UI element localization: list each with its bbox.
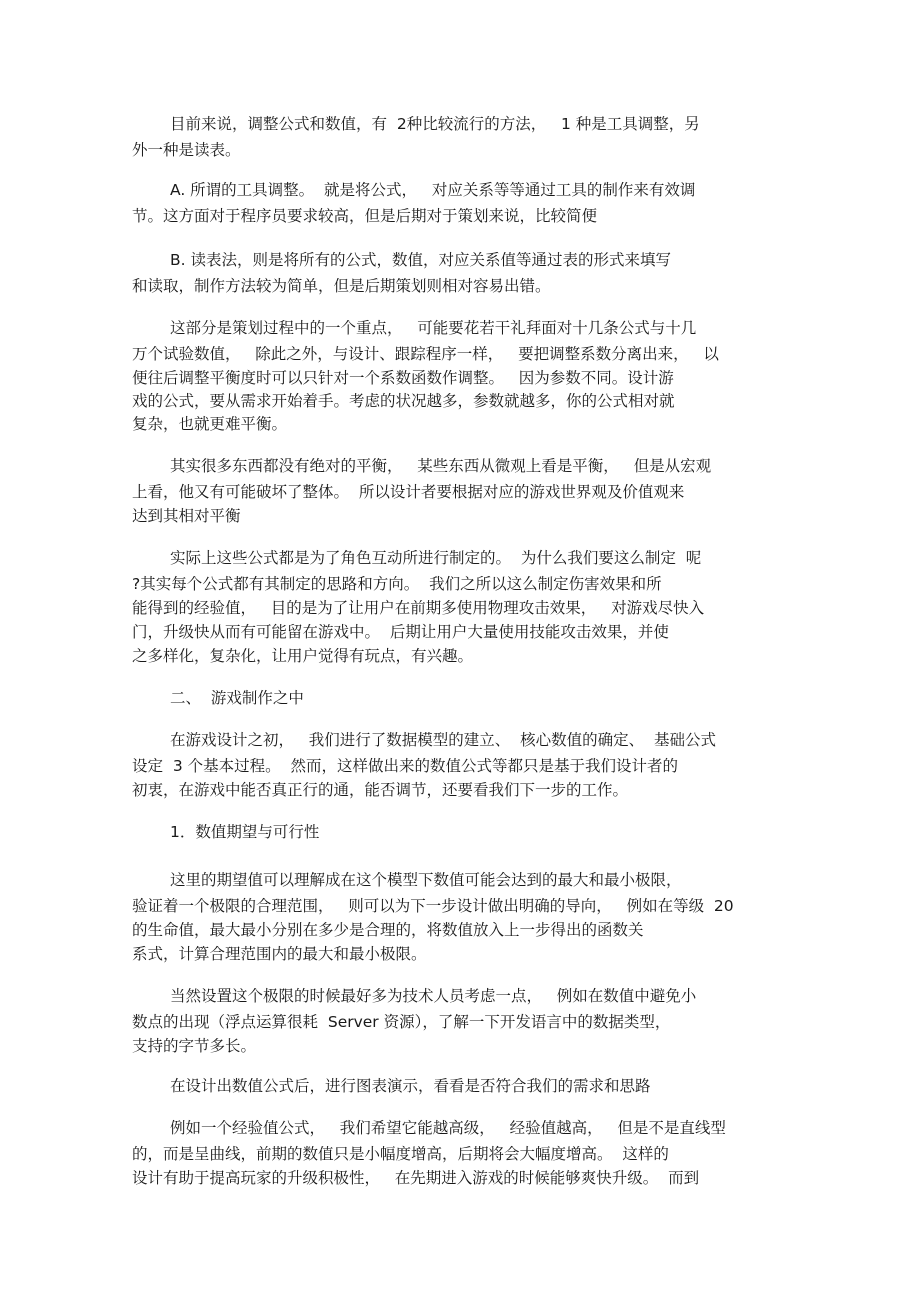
text-line: 在设计出数值公式后，进行图表演示，看看是否符合我们的需求和思路 <box>170 1077 651 1095</box>
text-line: B. 读表法，则是将所有的公式，数值，对应关系值等通过表的形式来填写 <box>170 251 671 269</box>
text-line: ?其实每个公式都有其制定的思路和方向。 我们之所以这么制定伤害效果和所 <box>132 575 662 593</box>
text-line: 复杂，也就更难平衡。 <box>132 415 288 433</box>
text-line: 当然设置这个极限的时候最好多为技术人员考虑一点， 例如在数值中避免小 <box>170 987 697 1005</box>
text-line: 支持的字节多长。 <box>132 1037 257 1055</box>
text-line: 这部分是策划过程中的一个重点， 可能要花若干礼拜面对十几条公式与十几 <box>170 319 697 337</box>
text-line: 系式，计算合理范围内的最大和最小极限。 <box>132 945 427 963</box>
text-line: 的生命值，最大最小分别在多少是合理的，将数值放入上一步得出的函数关 <box>132 921 644 939</box>
text-line: 和读取，制作方法较为简单，但是后期策划则相对容易出错。 <box>132 277 551 295</box>
text-line: 戏的公式，要从需求开始着手。考虑的状况越多，参数就越多，你的公式相对就 <box>132 392 675 410</box>
text-line: 设计有助于提高玩家的升级积极性， 在先期进入游戏的时候能够爽快升级。 而到 <box>132 1169 700 1187</box>
text-line: 万个试验数值， 除此之外，与设计、跟踪程序一样， 要把调整系数分离出来， 以 <box>132 345 719 363</box>
text-line: 门，升级快从而有可能留在游戏中。 后期让用户大量使用技能攻击效果，并使 <box>132 623 669 641</box>
section-heading: 二、 游戏制作之中 <box>170 689 304 707</box>
text-line: 实际上这些公式都是为了角色互动所进行制定的。 为什么我们要这么制定 呢 <box>170 549 702 567</box>
text-line: 目前来说，调整公式和数值，有 2种比较流行的方法， 1 种是工具调整，另 <box>170 115 700 133</box>
text-line: 这里的期望值可以理解成在这个模型下数值可能会达到的最大和最小极限， <box>170 871 682 889</box>
text-line: 在游戏设计之初， 我们进行了数据模型的建立、 核心数值的确定、 基础公式 <box>170 731 716 749</box>
text-line: 达到其相对平衡 <box>132 507 241 525</box>
text-line: 上看，他又有可能破坏了整体。 所以设计者要根据对应的游戏世界观及价值观来 <box>132 483 685 501</box>
text-line: 设定 3 个基本过程。 然而，这样做出来的数值公式等都只是基于我们设计者的 <box>132 757 678 775</box>
text-line: 数点的出现（浮点运算很耗 Server 资源），了解一下开发语言中的数据类型， <box>132 1013 671 1031</box>
text-line: A. 所谓的工具调整。 就是将公式， 对应关系等等通过工具的制作来有效调 <box>170 181 696 199</box>
text-line: 外一种是读表。 <box>132 141 241 159</box>
text-line: 其实很多东西都没有绝对的平衡， 某些东西从微观上看是平衡， 但是从宏观 <box>170 457 712 475</box>
text-line: 之多样化，复杂化，让用户觉得有玩点，有兴趣。 <box>132 647 474 665</box>
text-line: 便往后调整平衡度时可以只针对一个系数函数作调整。 因为参数不同。设计游 <box>132 369 674 387</box>
subsection-heading: 1．数值期望与可行性 <box>170 823 320 841</box>
text-line: 例如一个经验值公式， 我们希望它能越高级， 经验值越高， 但是不是直线型 <box>170 1119 726 1137</box>
text-line: 节。这方面对于程序员要求较高，但是后期对于策划来说，比较简便 <box>132 207 598 225</box>
text-line: 验证着一个极限的合理范围， 则可以为下一步设计做出明确的导向， 例如在等级 20 <box>132 897 734 915</box>
text-line: 的，而是呈曲线，前期的数值只是小幅度增高，后期将会大幅度增高。 这样的 <box>132 1145 669 1163</box>
text-line: 初衷，在游戏中能否真正行的通，能否调节，还要看我们下一步的工作。 <box>132 781 629 799</box>
text-line: 能得到的经验值， 目的是为了让用户在前期多使用物理攻击效果， 对游戏尽快入 <box>132 599 705 617</box>
